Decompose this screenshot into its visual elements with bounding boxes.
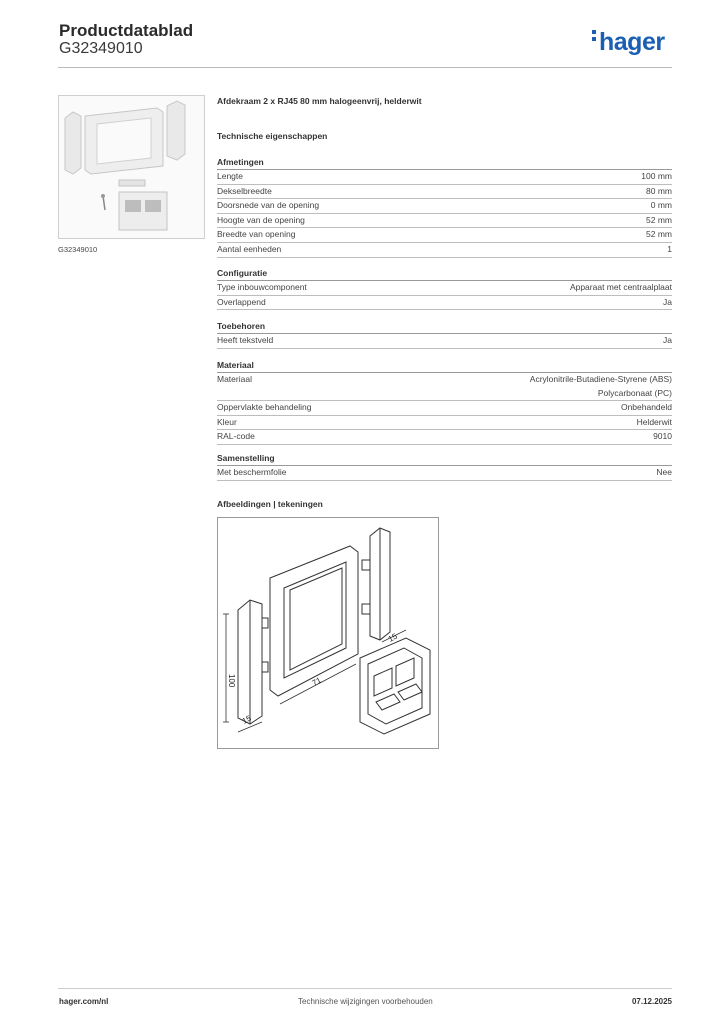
row-value: Helderwit xyxy=(636,416,672,427)
hager-logo[interactable] xyxy=(592,28,665,57)
row-value: 0 mm xyxy=(650,200,672,211)
row-value: 1 xyxy=(667,243,672,254)
dim-depth-left-label: 15 xyxy=(240,713,253,726)
table-row xyxy=(217,243,672,258)
product-photo-icon xyxy=(59,96,204,238)
row-label: Hoogte van de opening xyxy=(217,214,305,225)
table-row xyxy=(217,185,672,200)
row-label: Heeft tekstveld xyxy=(217,335,274,345)
row-label: Materiaal xyxy=(217,374,252,384)
row-label: Dekselbreedte xyxy=(217,185,272,196)
thumbnail-caption: G32349010 xyxy=(58,245,98,254)
group-title: Samenstelling xyxy=(217,452,672,466)
section-heading: Technische eigenschappen xyxy=(217,131,328,141)
group-title: Afmetingen xyxy=(217,156,672,170)
table-row xyxy=(217,334,672,349)
row-value-line: Acrylonitrile-Butadiene-Styrene (ABS) xyxy=(529,374,672,384)
table-row xyxy=(217,170,672,185)
row-label: Aantal eenheden xyxy=(217,243,282,254)
table-row xyxy=(217,199,672,214)
group-configuratie xyxy=(217,267,672,310)
technical-drawing[interactable] xyxy=(217,517,439,749)
row-label: Overlappend xyxy=(217,296,266,307)
table-row xyxy=(217,228,672,243)
row-value: 100 mm xyxy=(641,171,672,181)
row-value: 80 mm xyxy=(646,185,672,196)
table-row xyxy=(217,296,672,311)
table-row xyxy=(217,466,672,481)
group-materiaal xyxy=(217,359,672,445)
product-code: G32349010 xyxy=(59,40,143,57)
table-row xyxy=(217,214,672,229)
row-value: Ja xyxy=(663,296,672,307)
logo-dots-icon xyxy=(592,30,597,44)
group-samenstelling xyxy=(217,452,672,481)
row-value: Ja xyxy=(663,335,672,345)
dim-depth-right-label: 15 xyxy=(386,631,399,644)
page-title: Productdatablad xyxy=(59,21,194,40)
row-value-line: Polycarbonaat (PC) xyxy=(597,387,672,398)
table-row xyxy=(217,416,672,431)
group-title: Toebehoren xyxy=(217,320,672,334)
table-row xyxy=(217,281,672,296)
row-label: Breedte van opening xyxy=(217,229,296,240)
logo-text: hager xyxy=(599,28,665,56)
figures-heading: Afbeeldingen | tekeningen xyxy=(217,499,323,509)
group-title: Materiaal xyxy=(217,359,672,373)
row-value: 52 mm xyxy=(646,214,672,225)
row-label: Lengte xyxy=(217,171,243,181)
footer-divider xyxy=(58,988,672,989)
table-row xyxy=(217,401,672,416)
row-value xyxy=(530,373,672,400)
group-afmetingen xyxy=(217,156,672,258)
footer-date: 07.12.2025 xyxy=(631,997,672,1006)
row-label: Met beschermfolie xyxy=(217,467,287,477)
row-label: Kleur xyxy=(217,416,237,427)
row-label: RAL-code xyxy=(217,431,255,442)
header-divider xyxy=(58,67,672,68)
group-title: Configuratie xyxy=(217,267,672,281)
row-label: Doorsnede van de opening xyxy=(217,200,320,211)
exploded-drawing-icon xyxy=(218,518,438,748)
row-value: 52 mm xyxy=(646,229,672,240)
footer-website-link[interactable]: hager.com/nl xyxy=(59,997,109,1006)
group-toebehoren xyxy=(217,320,672,349)
dim-height-label: 100 xyxy=(227,674,236,688)
row-label: Type inbouwcomponent xyxy=(217,282,307,292)
row-value: 9010 xyxy=(653,431,672,442)
dim-width-label: 71 xyxy=(310,675,323,688)
footer-disclaimer: Technische wijzigingen voorbehouden xyxy=(298,997,433,1006)
row-label: Oppervlakte behandeling xyxy=(217,402,312,413)
table-row xyxy=(217,430,672,445)
product-title: Afdekraam 2 x RJ45 80 mm halogeenvrij, helderwit xyxy=(217,96,422,106)
table-row xyxy=(217,373,672,401)
product-thumbnail[interactable] xyxy=(58,95,205,239)
row-value: Nee xyxy=(656,467,672,477)
row-value: Onbehandeld xyxy=(620,402,672,413)
row-value: Apparaat met centraalplaat xyxy=(569,282,672,292)
